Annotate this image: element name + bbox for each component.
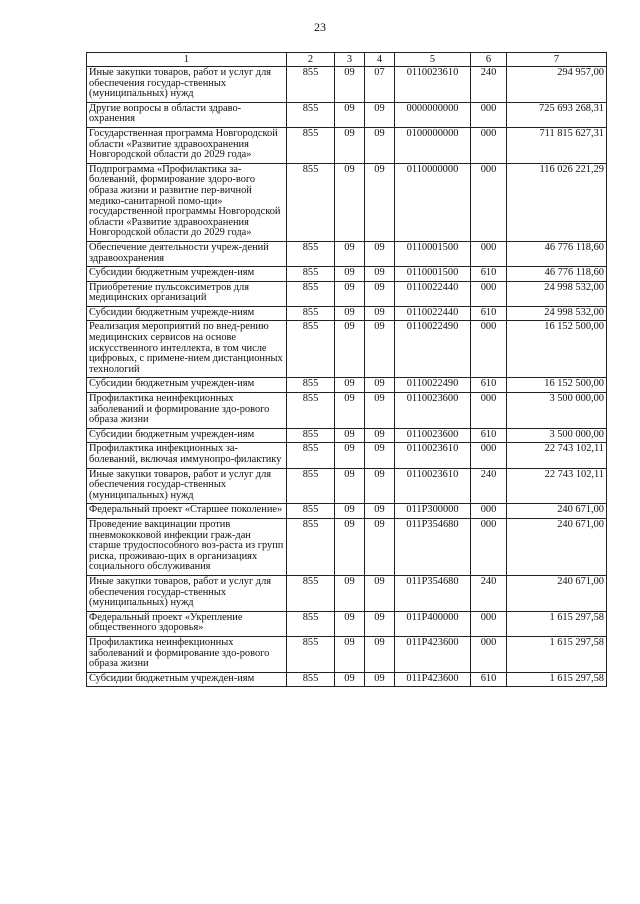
row-target-article-code: 0110023610 bbox=[395, 468, 471, 504]
row-name: Другие вопросы в области здраво-охранения bbox=[87, 102, 287, 127]
row-subsection-code: 09 bbox=[365, 241, 395, 266]
row-section-code: 09 bbox=[335, 102, 365, 127]
row-amount: 294 957,00 bbox=[507, 67, 607, 103]
row-name: Профилактика инфекционных за-болеваний, включая иммунопро-филактику bbox=[87, 443, 287, 468]
row-name: Субсидии бюджетным учрежде-ниям bbox=[87, 306, 287, 321]
table-row bbox=[87, 575, 607, 611]
row-name: Обеспечение деятельности учреж-дений здравоохранения bbox=[87, 241, 287, 266]
row-target-article-code: 0100000000 bbox=[395, 127, 471, 163]
row-subsection-code: 09 bbox=[365, 102, 395, 127]
row-target-article-code: 0110001500 bbox=[395, 241, 471, 266]
row-target-article-code: 0110023600 bbox=[395, 393, 471, 429]
row-name: Федеральный проект «Укрепление общественного здоровья» bbox=[87, 611, 287, 636]
row-amount: 3 500 000,00 bbox=[507, 393, 607, 429]
row-amount: 116 026 221,29 bbox=[507, 163, 607, 241]
table-row bbox=[87, 428, 607, 443]
row-grbs-code: 855 bbox=[287, 575, 335, 611]
table-row bbox=[87, 102, 607, 127]
table-row bbox=[87, 393, 607, 429]
row-grbs-code: 855 bbox=[287, 306, 335, 321]
row-name: Субсидии бюджетным учрежден-иям bbox=[87, 378, 287, 393]
row-target-article-code: 0110022440 bbox=[395, 281, 471, 306]
row-grbs-code: 855 bbox=[287, 378, 335, 393]
row-target-article-code: 0000000000 bbox=[395, 102, 471, 127]
row-target-article-code: 011P400000 bbox=[395, 611, 471, 636]
table-row bbox=[87, 241, 607, 266]
row-grbs-code: 855 bbox=[287, 241, 335, 266]
row-grbs-code: 855 bbox=[287, 267, 335, 282]
table-row bbox=[87, 306, 607, 321]
row-amount: 16 152 500,00 bbox=[507, 321, 607, 378]
table-row bbox=[87, 163, 607, 241]
row-subsection-code: 09 bbox=[365, 321, 395, 378]
row-subsection-code: 09 bbox=[365, 163, 395, 241]
row-amount: 22 743 102,11 bbox=[507, 468, 607, 504]
row-grbs-code: 855 bbox=[287, 163, 335, 241]
row-amount: 725 693 268,31 bbox=[507, 102, 607, 127]
column-header: 4 bbox=[365, 53, 395, 67]
row-subsection-code: 09 bbox=[365, 636, 395, 672]
row-expense-type-code: 610 bbox=[471, 378, 507, 393]
row-target-article-code: 011P354680 bbox=[395, 575, 471, 611]
column-header: 2 bbox=[287, 53, 335, 67]
row-name: Иные закупки товаров, работ и услуг для обеспечения государ-ственных (муниципальных) нужд bbox=[87, 575, 287, 611]
row-expense-type-code: 000 bbox=[471, 281, 507, 306]
row-target-article-code: 011P423600 bbox=[395, 636, 471, 672]
row-grbs-code: 855 bbox=[287, 611, 335, 636]
row-amount: 46 776 118,60 bbox=[507, 241, 607, 266]
row-section-code: 09 bbox=[335, 281, 365, 306]
row-target-article-code: 0110001500 bbox=[395, 267, 471, 282]
row-section-code: 09 bbox=[335, 443, 365, 468]
row-subsection-code: 09 bbox=[365, 504, 395, 519]
row-expense-type-code: 000 bbox=[471, 102, 507, 127]
row-section-code: 09 bbox=[335, 241, 365, 266]
row-expense-type-code: 610 bbox=[471, 672, 507, 687]
row-subsection-code: 09 bbox=[365, 443, 395, 468]
row-amount: 240 671,00 bbox=[507, 575, 607, 611]
row-section-code: 09 bbox=[335, 393, 365, 429]
row-expense-type-code: 240 bbox=[471, 468, 507, 504]
row-amount: 1 615 297,58 bbox=[507, 636, 607, 672]
row-subsection-code: 09 bbox=[365, 672, 395, 687]
row-subsection-code: 09 bbox=[365, 575, 395, 611]
budget-table bbox=[86, 52, 607, 687]
row-expense-type-code: 000 bbox=[471, 611, 507, 636]
column-header: 7 bbox=[507, 53, 607, 67]
row-section-code: 09 bbox=[335, 378, 365, 393]
row-target-article-code: 0110022440 bbox=[395, 306, 471, 321]
row-expense-type-code: 240 bbox=[471, 67, 507, 103]
row-amount: 16 152 500,00 bbox=[507, 378, 607, 393]
row-section-code: 09 bbox=[335, 67, 365, 103]
row-amount: 46 776 118,60 bbox=[507, 267, 607, 282]
table-row bbox=[87, 127, 607, 163]
row-subsection-code: 09 bbox=[365, 267, 395, 282]
column-header: 6 bbox=[471, 53, 507, 67]
row-target-article-code: 011P300000 bbox=[395, 504, 471, 519]
table-row bbox=[87, 636, 607, 672]
row-name: Субсидии бюджетным учрежден-иям bbox=[87, 428, 287, 443]
row-subsection-code: 09 bbox=[365, 518, 395, 575]
table-row bbox=[87, 518, 607, 575]
row-subsection-code: 09 bbox=[365, 611, 395, 636]
row-grbs-code: 855 bbox=[287, 468, 335, 504]
row-name: Иные закупки товаров, работ и услуг для обеспечения государ-ственных (муниципальных) нужд bbox=[87, 468, 287, 504]
table-row bbox=[87, 443, 607, 468]
row-section-code: 09 bbox=[335, 636, 365, 672]
row-section-code: 09 bbox=[335, 127, 365, 163]
row-name: Федеральный проект «Старшее поколение» bbox=[87, 504, 287, 519]
row-target-article-code: 011P354680 bbox=[395, 518, 471, 575]
row-name: Субсидии бюджетным учрежден-иям bbox=[87, 672, 287, 687]
row-amount: 3 500 000,00 bbox=[507, 428, 607, 443]
table-row bbox=[87, 672, 607, 687]
row-grbs-code: 855 bbox=[287, 393, 335, 429]
row-name: Проведение вакцинации против пневмококковой инфекции граж-дан старше трудоспособного воз-раста из групп риска, проживаю-щих в организациях социального обслуживания bbox=[87, 518, 287, 575]
table-row bbox=[87, 378, 607, 393]
table-row bbox=[87, 611, 607, 636]
row-section-code: 09 bbox=[335, 611, 365, 636]
row-grbs-code: 855 bbox=[287, 672, 335, 687]
row-target-article-code: 0110000000 bbox=[395, 163, 471, 241]
row-section-code: 09 bbox=[335, 518, 365, 575]
row-grbs-code: 855 bbox=[287, 443, 335, 468]
row-expense-type-code: 000 bbox=[471, 443, 507, 468]
table-row bbox=[87, 468, 607, 504]
row-expense-type-code: 610 bbox=[471, 428, 507, 443]
row-section-code: 09 bbox=[335, 428, 365, 443]
row-amount: 22 743 102,11 bbox=[507, 443, 607, 468]
row-section-code: 09 bbox=[335, 267, 365, 282]
row-subsection-code: 09 bbox=[365, 468, 395, 504]
row-amount: 24 998 532,00 bbox=[507, 281, 607, 306]
row-amount: 711 815 627,31 bbox=[507, 127, 607, 163]
row-section-code: 09 bbox=[335, 672, 365, 687]
row-section-code: 09 bbox=[335, 321, 365, 378]
row-expense-type-code: 610 bbox=[471, 306, 507, 321]
row-section-code: 09 bbox=[335, 468, 365, 504]
row-amount: 240 671,00 bbox=[507, 518, 607, 575]
row-grbs-code: 855 bbox=[287, 281, 335, 306]
row-grbs-code: 855 bbox=[287, 504, 335, 519]
table-header-row bbox=[87, 53, 607, 67]
row-target-article-code: 0110023600 bbox=[395, 428, 471, 443]
row-expense-type-code: 240 bbox=[471, 575, 507, 611]
column-header: 5 bbox=[395, 53, 471, 67]
row-subsection-code: 07 bbox=[365, 67, 395, 103]
row-expense-type-code: 000 bbox=[471, 127, 507, 163]
row-grbs-code: 855 bbox=[287, 636, 335, 672]
row-expense-type-code: 000 bbox=[471, 321, 507, 378]
row-expense-type-code: 000 bbox=[471, 636, 507, 672]
row-section-code: 09 bbox=[335, 504, 365, 519]
row-grbs-code: 855 bbox=[287, 518, 335, 575]
row-name: Государственная программа Новгородской области «Развитие здравоохранения Новгородской области до 2029 года» bbox=[87, 127, 287, 163]
row-grbs-code: 855 bbox=[287, 102, 335, 127]
row-subsection-code: 09 bbox=[365, 127, 395, 163]
table-row bbox=[87, 504, 607, 519]
table-row bbox=[87, 281, 607, 306]
row-subsection-code: 09 bbox=[365, 393, 395, 429]
row-section-code: 09 bbox=[335, 575, 365, 611]
table-row bbox=[87, 67, 607, 103]
row-target-article-code: 011P423600 bbox=[395, 672, 471, 687]
table-row bbox=[87, 267, 607, 282]
row-amount: 240 671,00 bbox=[507, 504, 607, 519]
row-subsection-code: 09 bbox=[365, 281, 395, 306]
row-expense-type-code: 000 bbox=[471, 163, 507, 241]
row-name: Субсидии бюджетным учрежден-иям bbox=[87, 267, 287, 282]
row-name: Иные закупки товаров, работ и услуг для обеспечения государ-ственных (муниципальных) нужд bbox=[87, 67, 287, 103]
row-expense-type-code: 000 bbox=[471, 241, 507, 266]
row-grbs-code: 855 bbox=[287, 321, 335, 378]
row-subsection-code: 09 bbox=[365, 428, 395, 443]
column-header: 3 bbox=[335, 53, 365, 67]
row-section-code: 09 bbox=[335, 163, 365, 241]
row-name: Подпрограмма «Профилактика за-болеваний, формирование здоро-вого образа жизни и развитие пер-вичной медико-санитарной помо-щи» государственной программы Новгородской области «Развитие здравоохранения Новгородской области до 2029 года» bbox=[87, 163, 287, 241]
page-number: 23 bbox=[314, 20, 326, 34]
row-grbs-code: 855 bbox=[287, 127, 335, 163]
row-expense-type-code: 000 bbox=[471, 504, 507, 519]
row-name: Профилактика неинфекционных заболеваний и формирование здо-рового образа жизни bbox=[87, 636, 287, 672]
row-expense-type-code: 000 bbox=[471, 518, 507, 575]
row-subsection-code: 09 bbox=[365, 378, 395, 393]
row-name: Реализация мероприятий по внед-рению медицинских сервисов на основе искусственного интеллекта, в том числе цифровых, с примене-нием дистанционных технологий bbox=[87, 321, 287, 378]
row-target-article-code: 0110022490 bbox=[395, 321, 471, 378]
row-section-code: 09 bbox=[335, 306, 365, 321]
table-row bbox=[87, 321, 607, 378]
row-subsection-code: 09 bbox=[365, 306, 395, 321]
row-name: Приобретение пульсоксиметров для медицинских организаций bbox=[87, 281, 287, 306]
row-grbs-code: 855 bbox=[287, 428, 335, 443]
row-target-article-code: 0110023610 bbox=[395, 67, 471, 103]
row-amount: 1 615 297,58 bbox=[507, 672, 607, 687]
row-expense-type-code: 610 bbox=[471, 267, 507, 282]
row-expense-type-code: 000 bbox=[471, 393, 507, 429]
row-amount: 1 615 297,58 bbox=[507, 611, 607, 636]
row-name: Профилактика неинфекционных заболеваний и формирование здо-рового образа жизни bbox=[87, 393, 287, 429]
row-grbs-code: 855 bbox=[287, 67, 335, 103]
row-amount: 24 998 532,00 bbox=[507, 306, 607, 321]
column-header: 1 bbox=[87, 53, 287, 67]
row-target-article-code: 0110023610 bbox=[395, 443, 471, 468]
row-target-article-code: 0110022490 bbox=[395, 378, 471, 393]
